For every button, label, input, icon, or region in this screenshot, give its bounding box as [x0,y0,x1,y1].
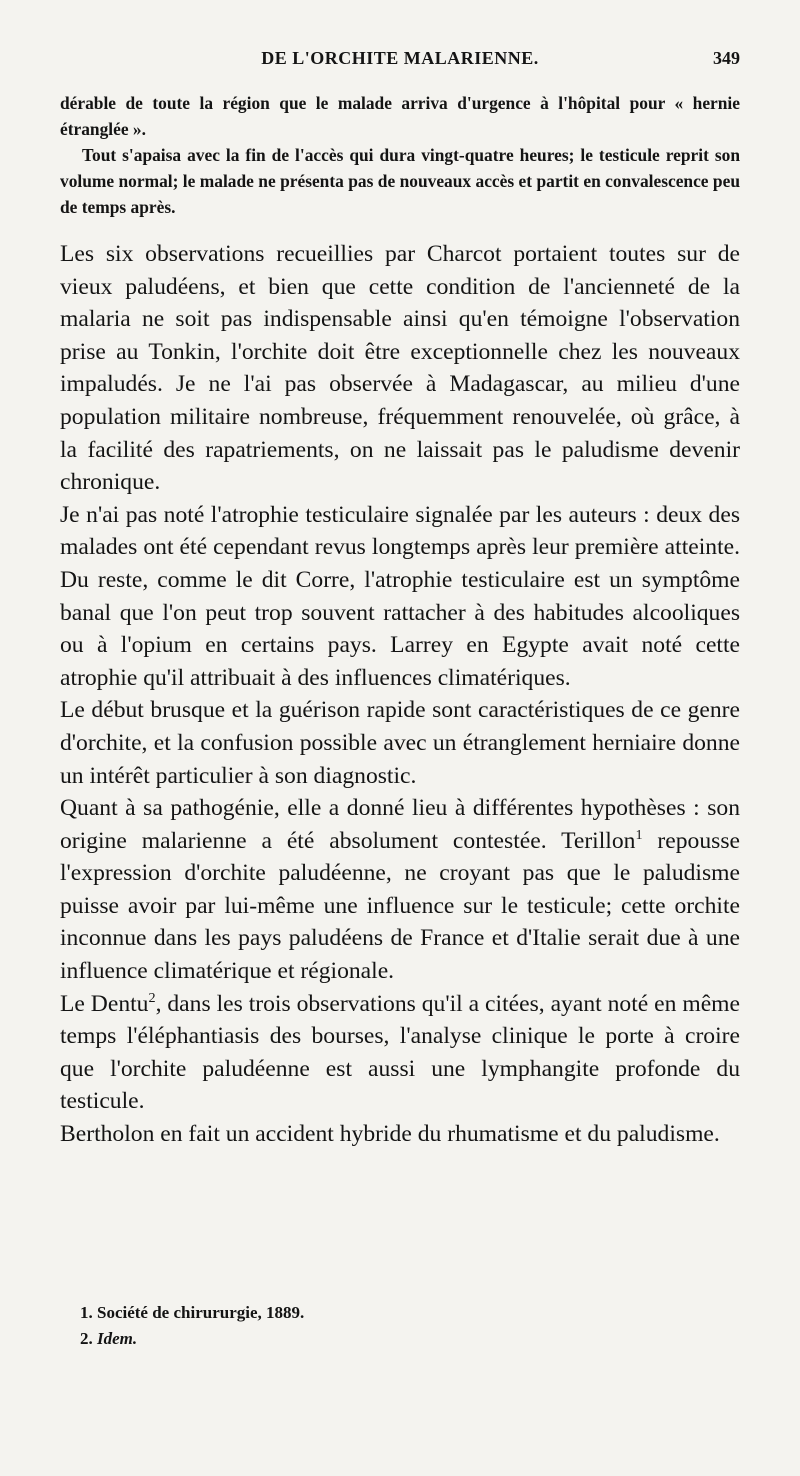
footnote-ref-2: 2 [148,989,156,1006]
paragraph-4-start: Quant à sa pathogénie, elle a donné lieu à différentes hypothèses : son origine malarienne a été absolument contestée. Terillon [60,795,740,854]
paragraph-5-start: Le Dentu [60,990,149,1017]
observation-line-1: dérable de toute la région que le malade arriva d'urgence à l'hôpital pour « hernie étranglée ». [60,93,740,139]
observation-line-2: Tout s'apaisa avec la fin de l'accès qui dura vingt-quatre heures; le testicule reprit son volume normal; le malade ne présenta pas de nouveaux accès et partit en convalescence peu de temps après. [60,145,740,217]
footnote-2 [80,1326,740,1352]
running-title: DE L'ORCHITE MALARIENNE. [261,48,539,68]
footnote-1-text: Société de chirururgie, 1889. [97,1303,305,1322]
footnote-1-number: 1. [80,1303,93,1322]
footnote-2-text: Idem. [97,1329,138,1348]
paragraph-5-end: , dans les trois observations qu'il a citées, ayant noté en même temps l'éléphantiasis des bourses, l'analyse clinique le porte à croire que l'orchite paludéenne est aussi une lymphangite profonde du testicule. [60,990,740,1115]
footnotes [80,1300,740,1352]
paragraph-5 [60,988,740,1118]
paragraph-1: Les six observations recueillies par Charcot portaient toutes sur de vieux paludéens, et bien que cette condition de l'ancienneté de la malaria ne soit pas indispensable ainsi qu'en témoigne l'observation prise au Tonkin, l'orchite doit être exceptionnelle chez les nouveaux impaludés. Je ne l'ai pas observée à Madagascar, au milieu d'une population militaire nombreuse, fréquemment renouvelée, où grâce, à la facilité des rapatriements, on ne laissait pas le paludisme devenir chronique. [60,241,740,496]
paragraph-3: Le début brusque et la guérison rapide sont caractéristiques de ce genre d'orchite, et la confusion possible avec un étranglement herniaire donne un intérêt particulier à son diagnostic. [60,697,740,789]
paragraph-2: Je n'ai pas noté l'atrophie testiculaire signalée par les auteurs : deux des malades ont été cependant revus longtemps après leur première atteinte. Du reste, comme le dit Corre, l'atrophie testiculaire est un symptôme banal que l'on peut trop souvent rattacher à des habitudes alcooliques ou à l'opium en certains pays. Larrey en Egypte avait noté cette atrophie qu'il attribuait à des influences climatériques. [60,501,740,691]
paragraph-6: Bertholon en fait un accident hybride du rhumatisme et du paludisme. [60,1121,720,1148]
footnote-2-number: 2. [80,1329,93,1348]
paragraph-4 [60,792,740,988]
observation-tail [60,90,740,220]
footnote-1 [80,1300,740,1326]
page-header [60,48,740,74]
main-text [60,238,740,1151]
footnote-ref-1: 1 [635,826,643,843]
paragraph-4-end: repousse l'expression d'orchite paludéenne, ne croyant pas que le paludisme puisse avoir par lui-même une influence sur le testicule; cette orchite inconnue dans les pays paludéens de France et d'Italie serait due à une influence climatérique et régionale. [60,827,740,985]
page-number: 349 [713,48,740,68]
